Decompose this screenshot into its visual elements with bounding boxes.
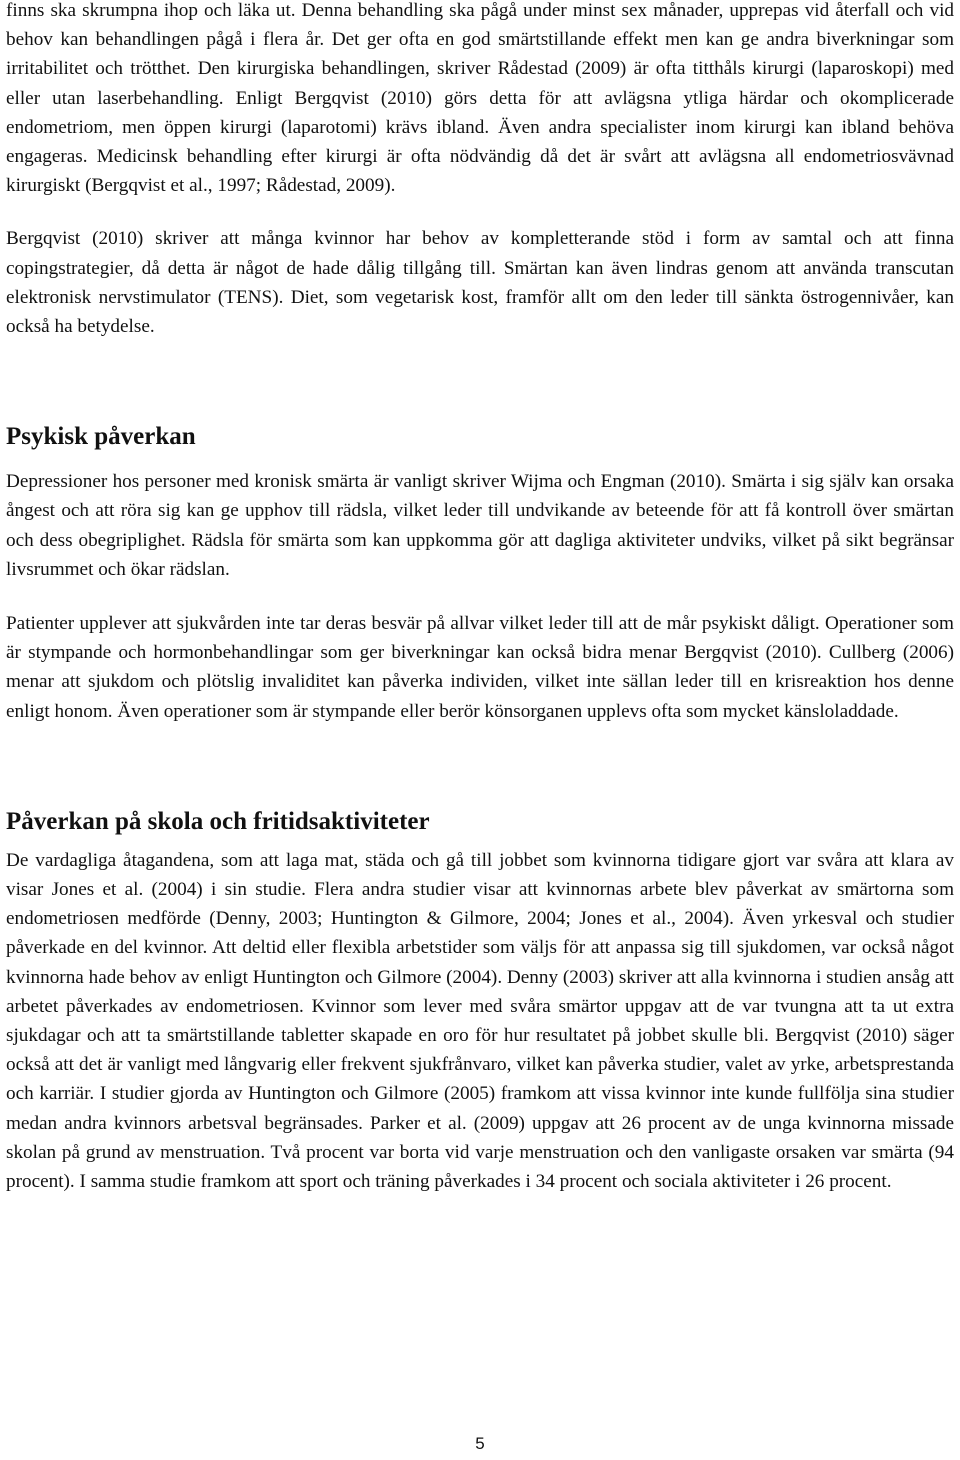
page-number: 5 [475,1434,485,1453]
body-paragraph: Bergqvist (2010) skriver att många kvinnor har behov av kompletterande stöd i form av samtal och att finna copingstrategier, då detta är något de hade dålig tillgång till. Smärtan kan även lindras genom att använda transcutan elektronisk nervstimulator (TENS). Diet, som vegetarisk kost, framför allt om den leder till sänkta östrogennivåer, kan också ha betydelse. [6,228,954,338]
body-paragraph: Depressioner hos personer med kronisk smärta är vanligt skriver Wijma och Engman (2010). Smärta i sig själv kan orsaka ångest och att röra sig kan ge upphov till rädsla, vilket leder till undvikande av beteende för att få kontroll över smärtan och dess obegriplighet. Rädsla för smärta som kan uppkomma gör att dagliga aktiviteter undviks, vilket på sikt begränsar livsrummet och ökar rädslan. [6,471,954,580]
document-page [6,0,954,1196]
section-heading-psykisk-paverkan: Psykisk påverkan [6,423,196,451]
section-heading-skola-fritid: Påverkan på skola och fritidsaktiviteter [6,807,430,835]
body-paragraph: finns ska skrumpna ihop och läka ut. Denna behandling ska pågå under minst sex månader, upprepas vid återfall och vid behov kan behandlingen pågå i flera år. Det ger ofta en god smärtstillande effekt men kan ge andra biverkningar som irritabilitet och trötthet. Den kirurgiska behandlingen, skriver Rådestad (2009) är ofta titthåls kirurgi (laparoskopi) med eller utan laserbehandling. Enligt Bergqvist (2010) görs detta för att avlägsna ytliga härdar och okomplicerade endometriom, men öppen kirurgi (laparotomi) krävs ibland. Även andra specialister inom kirurgi kan ibland behöva engageras. Medicinsk behandling efter kirurgi är ofta nödvändig då det är svårt att avlägsna all endometriosvävnad kirurgiskt (Bergqvist et al., 1997; Rådestad, 2009). [6,0,954,197]
body-paragraph: De vardagliga åtagandena, som att laga mat, städa och gå till jobbet som kvinnorna tidigare gjort var svåra att klara av visar Jones et al. (2004) i sin studie. Flera andra studier visar att kvinnornas arbete blev påverkat av smärtorna som endometriosen medförde (Denny, 2003; Huntington & Gilmore, 2004; Jones et al., 2004). Även yrkesval och studier påverkade en del kvinnor. Att deltid eller flexibla arbetstider som väljs för att anpassa sig till sjukdomen, var också något kvinnorna hade behov av enligt Huntington och Gilmore (2004). Denny (2003) skriver att alla kvinnorna i studien ansåg att arbetet påverkades av endometriosen. Kvinnor som lever med svåra smärtor uppgav att de var tvungna att ta ut extra sjukdagar och att ta smärtstillande tabletter skapade en oro för hur resultatet på jobbet skulle bli. Bergqvist (2010) säger också att det är vanligt med långvarig eller frekvent sjukfrånvaro, vilket kan påverka studier, valet av yrke, arbetsprestanda och karriär. I studier gjorda av Huntington och Gilmore (2005) framkom att vissa kvinnor inte kunde fullfölja sina studier medan andra kvinnors arbetsval begränsades. Parker et al. (2009) uppgav att 26 procent av de unga kvinnorna missade skolan på grund av menstruation. Två procent var borta vid varje menstruation och den vanligaste orsaken var smärta (94 procent). I samma studie framkom att sport och träning påverkades i 34 procent och sociala aktiviteter i 26 procent. [6,849,954,1193]
body-paragraph: Patienter upplever att sjukvården inte tar deras besvär på allvar vilket leder till att de mår psykiskt dåligt. Operationer som är stympande och hormonbehandlingar som ger biverkningar kan också bidra menar Bergqvist (2010). Cullberg (2006) menar att sjukdom och plötslig invaliditet kan påverka individen, vilket inte sällan leder till en krisreaktion hos denne enligt honom. Även operationer som är stympande eller berör könsorganen upplevs ofta som mycket känsloladdade. [6,613,954,722]
